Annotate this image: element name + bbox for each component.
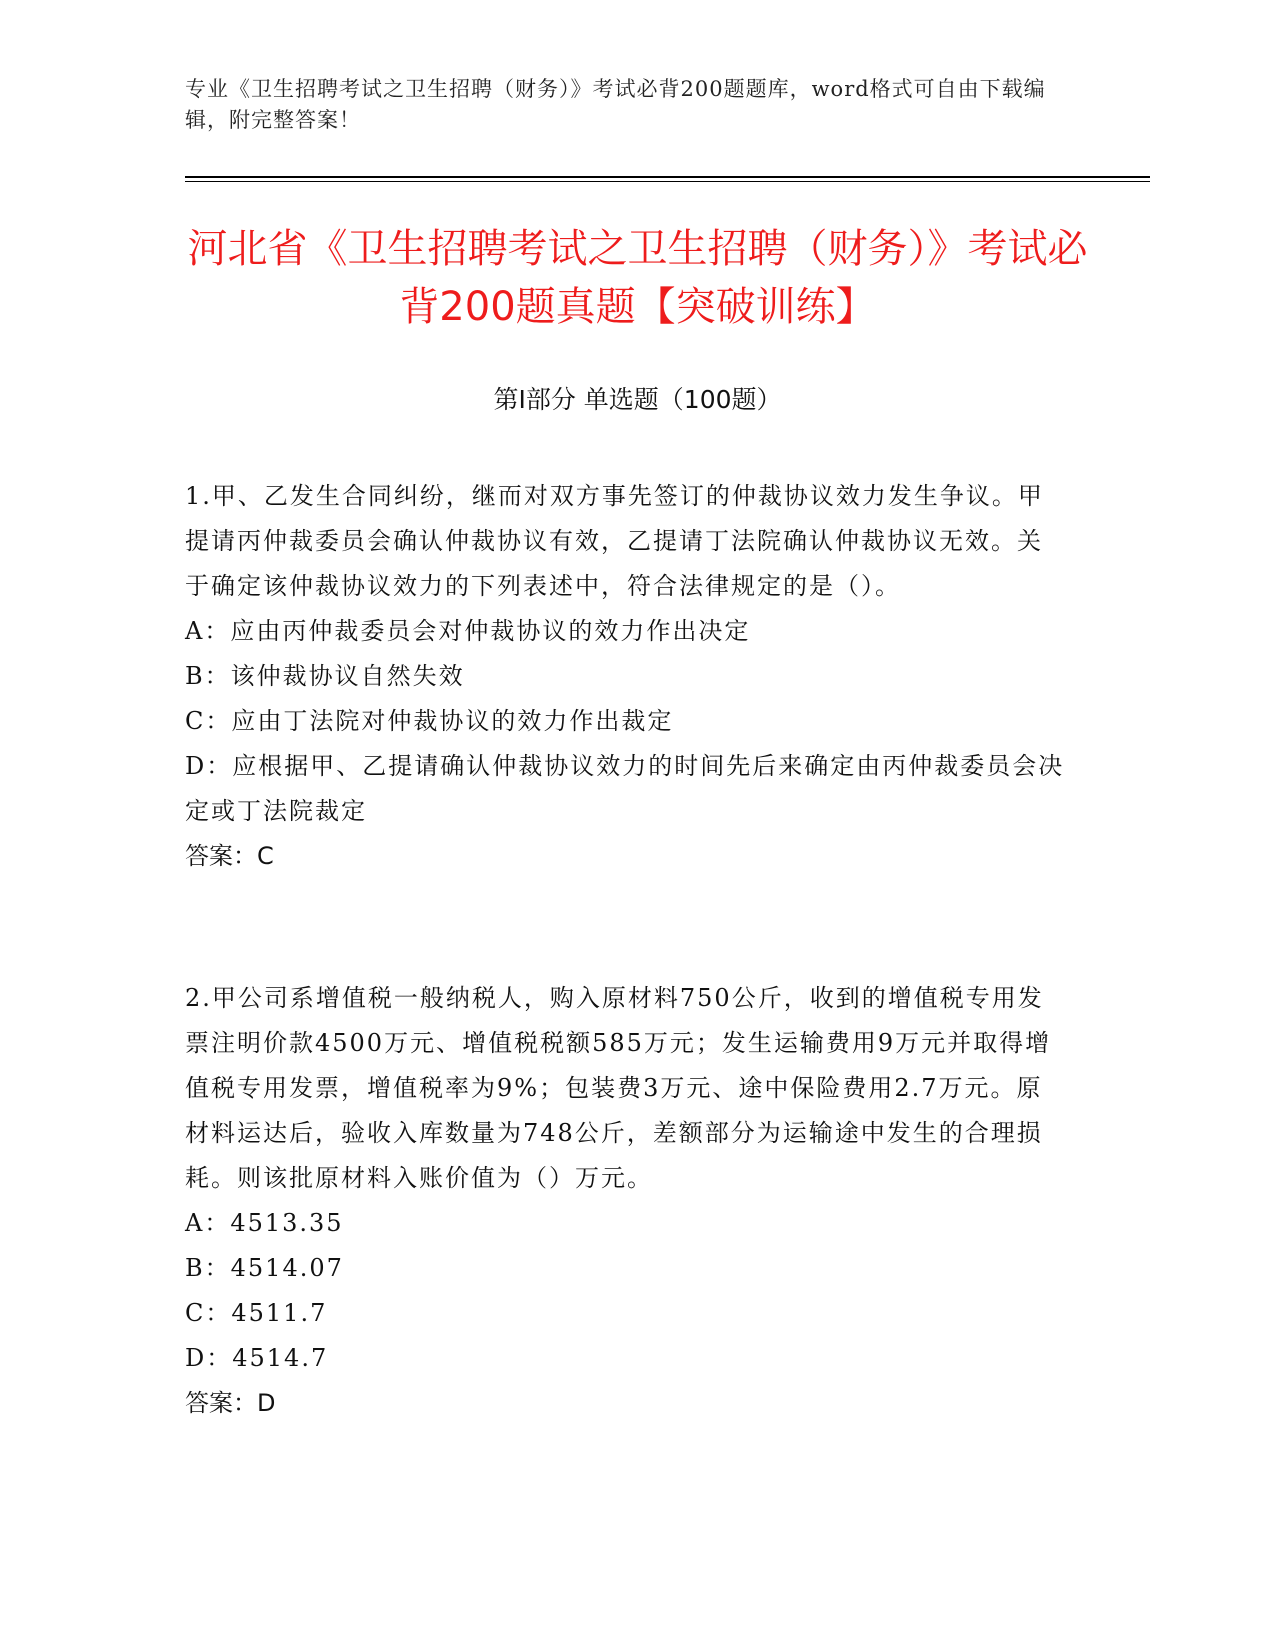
option-d: D：4514.7	[185, 1344, 329, 1372]
question-stem: 1.甲、乙发生合同纠纷，继而对双方事先签订的仲裁协议效力发生争议。甲提请丙仲裁委员会确认仲裁协议有效，乙提请丁法院确认仲裁协议无效。关于确定该仲裁协议效力的下列表述中，符合法律规定的是（）。	[185, 482, 1044, 600]
document-title: 河北省《卫生招聘考试之卫生招聘（财务）》考试必背200题真题【突破训练】	[187, 226, 1088, 330]
section-heading: 第I部分 单选题（100题）	[493, 385, 782, 414]
answer: 答案：C	[185, 842, 274, 870]
header-note: 专业《卫生招聘考试之卫生招聘（财务）》考试必背200题题库，word格式可自由下载编辑，附完整答案！	[185, 77, 1046, 132]
option-c: C：4511.7	[185, 1299, 328, 1327]
question-stem: 2.甲公司系增值税一般纳税人，购入原材料750公斤，收到的增值税专用发票注明价款4500万元、增值税税额585万元；发生运输费用9万元并取得增值税专用发票，增值税率为9%；包装费3万元、途中保险费用2.7万元。原材料运达后，验收入库数量为748公斤，差额部分为运输途中发生的合理损耗。则该批原材料入账价值为（）万元。	[185, 984, 1052, 1192]
header-divider-thin	[185, 181, 1150, 182]
option-b: B：该仲裁协议自然失效	[185, 662, 465, 690]
option-c: C：应由丁法院对仲裁协议的效力作出裁定	[185, 707, 674, 735]
question-2	[185, 976, 1065, 1426]
option-a: A：应由丙仲裁委员会对仲裁协议的效力作出决定	[185, 617, 751, 645]
answer: 答案：D	[185, 1389, 276, 1417]
option-a: A：4513.35	[185, 1209, 344, 1237]
option-b: B：4514.07	[185, 1254, 344, 1282]
question-1	[185, 474, 1065, 879]
header-divider-thick	[185, 176, 1150, 178]
option-d: D：应根据甲、乙提请确认仲裁协议效力的时间先后来确定由丙仲裁委员会决定或丁法院裁定	[185, 752, 1065, 825]
